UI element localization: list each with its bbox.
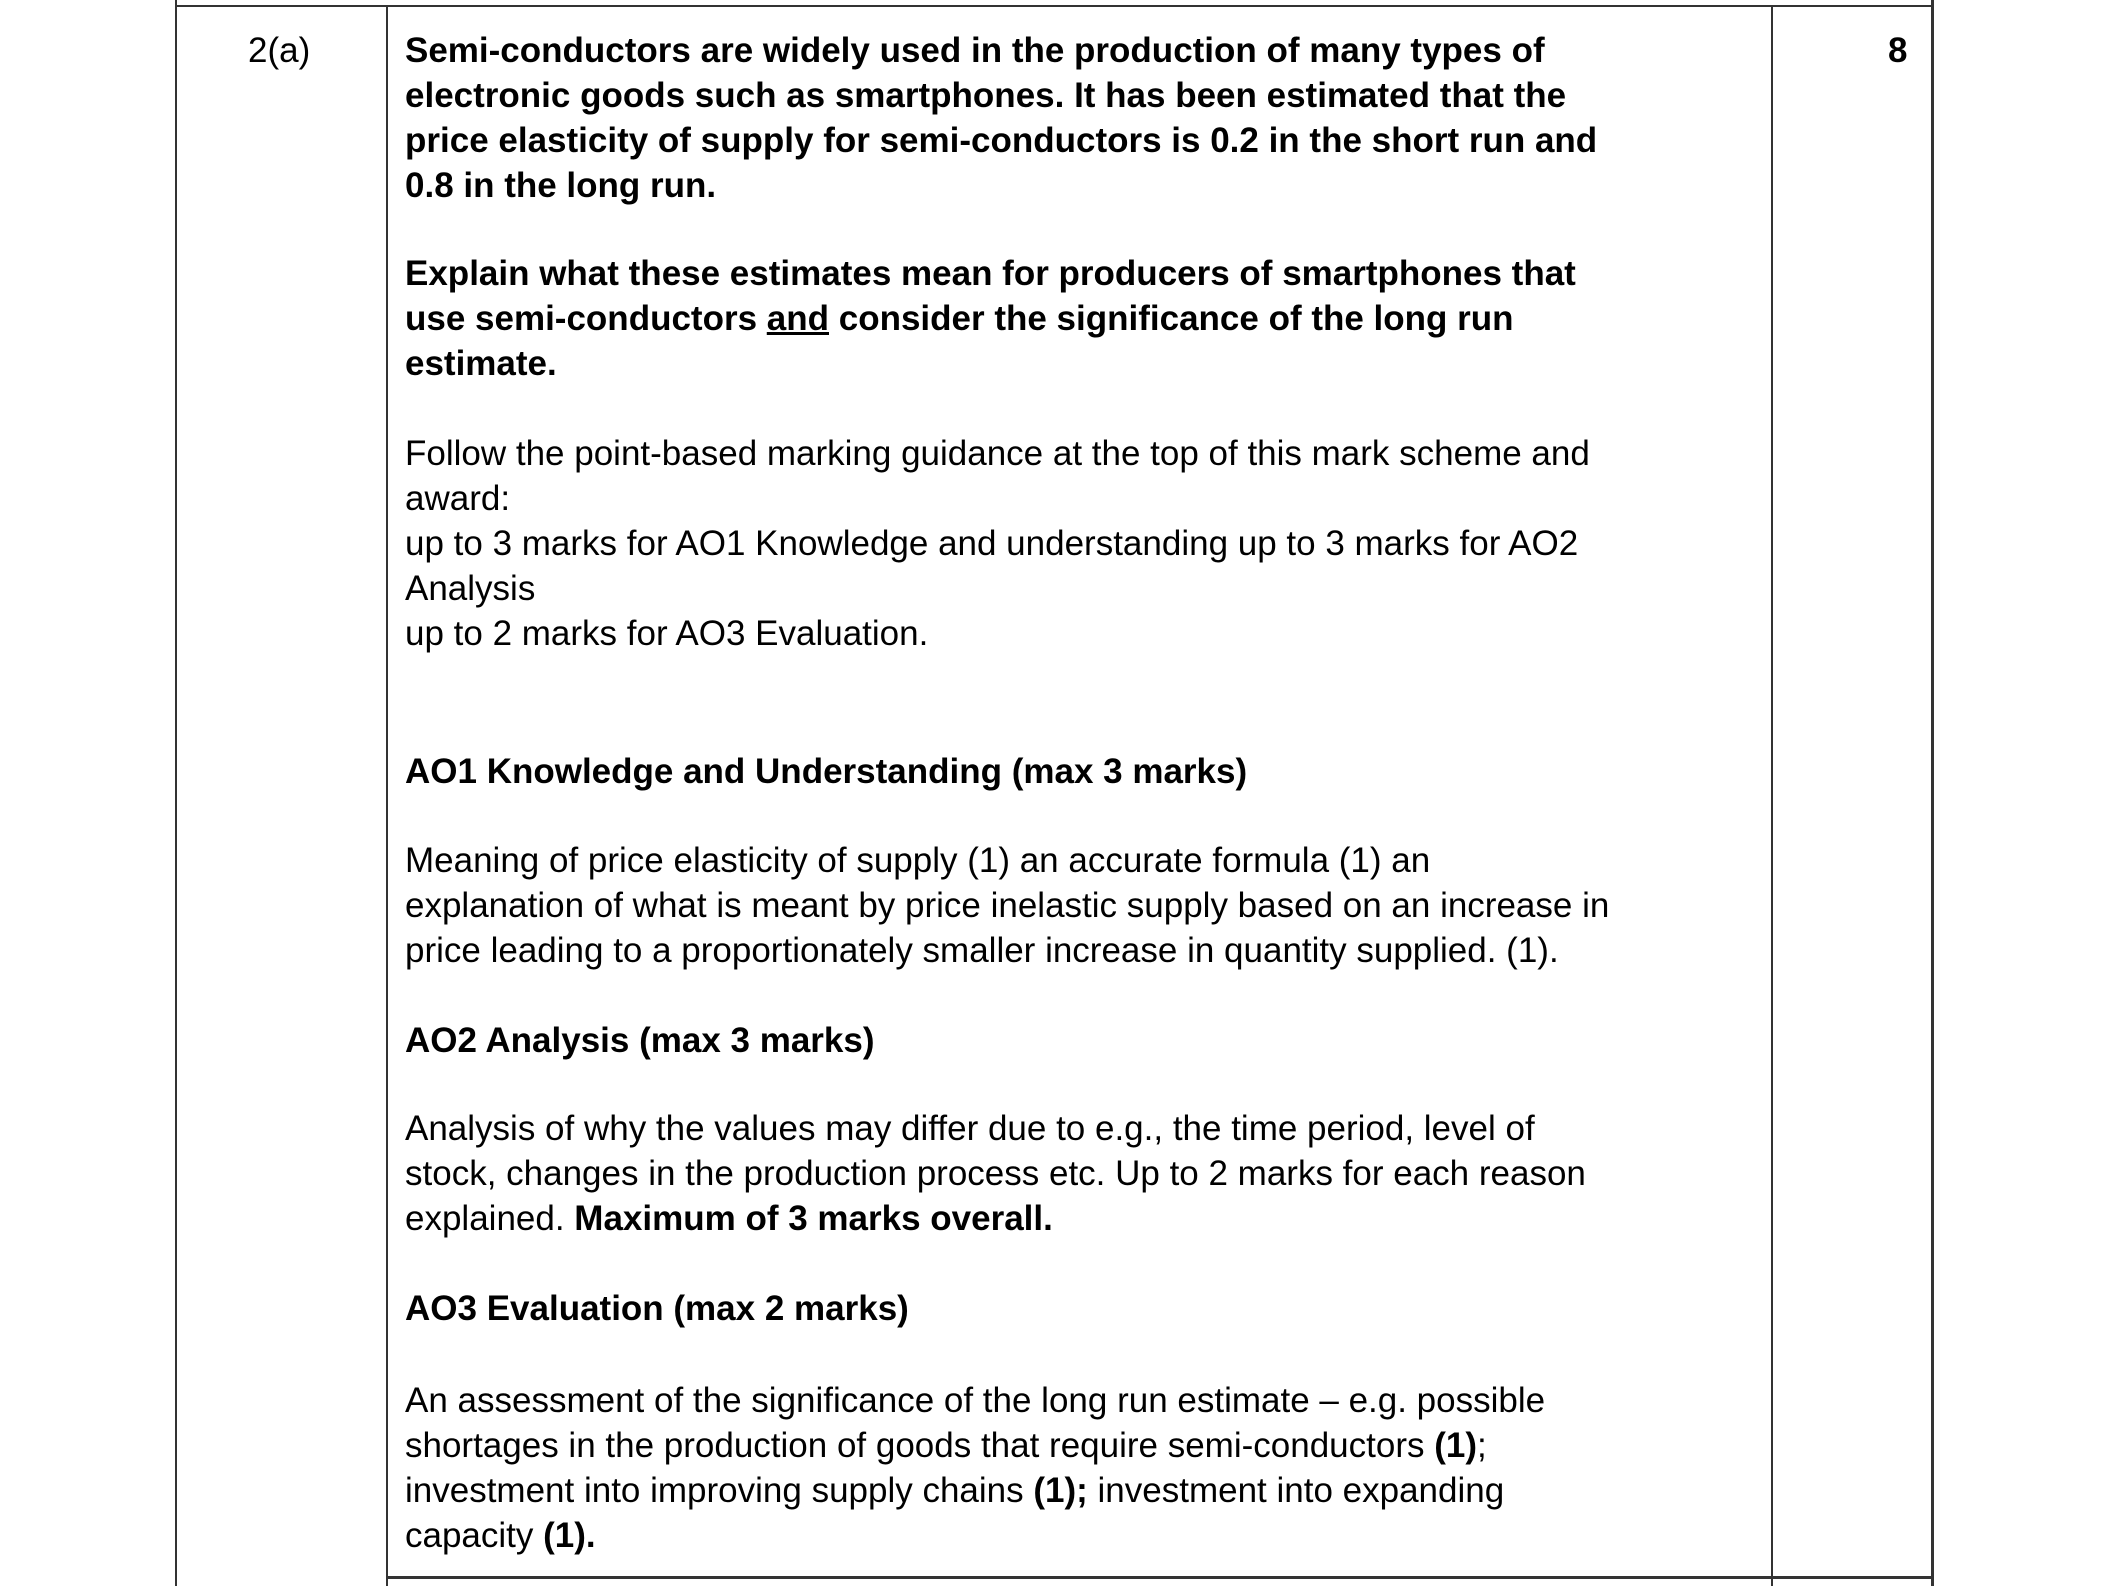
text-segment: AO1 Knowledge and Understanding (max 3 marks) [405, 752, 1248, 791]
text-line [405, 611, 1590, 656]
text-segment: electronic goods such as smartphones. It has been estimated that the [405, 76, 1567, 115]
text-line [405, 341, 1576, 386]
text-segment: Analysis [405, 569, 536, 608]
text-segment: stock, changes in the production process etc. Up to 2 marks for each reason [405, 1154, 1586, 1193]
row-bottom-border [386, 1576, 1933, 1579]
question-stem [405, 28, 1597, 208]
text-line [405, 73, 1597, 118]
table-top-border [176, 5, 1933, 7]
text-segment: award: [405, 479, 511, 518]
text-line [405, 928, 1609, 973]
text-line [405, 1018, 875, 1063]
text-line [405, 118, 1597, 163]
text-segment: (1). [543, 1516, 596, 1555]
text-segment: Semi-conductors are widely used in the production of many types of [405, 31, 1545, 70]
text-line [405, 1151, 1586, 1196]
column-divider-question [386, 5, 388, 1586]
text-segment: AO2 Analysis (max 3 marks) [405, 1021, 875, 1060]
text-segment: up to 2 marks for AO3 Evaluation. [405, 614, 929, 653]
table-right-border [1931, 0, 1934, 1586]
ao3-heading [405, 1286, 909, 1331]
text-segment: Follow the point-based marking guidance at the top of this mark scheme and [405, 434, 1590, 473]
text-segment: (1) [1434, 1426, 1477, 1465]
text-segment: estimate. [405, 344, 557, 383]
text-segment: consider the significance of the long run [829, 299, 1514, 338]
text-segment: shortages in the production of goods that require semi-conductors [405, 1426, 1435, 1465]
text-line [405, 1196, 1586, 1241]
ao1-heading [405, 749, 1247, 794]
text-line [405, 28, 1597, 73]
text-segment: Maximum of 3 marks overall. [574, 1199, 1053, 1238]
text-line [405, 1513, 1545, 1558]
ao2-heading [405, 1018, 875, 1063]
text-segment: up to 3 marks for AO1 Knowledge and understanding up to 3 marks for AO2 [405, 524, 1579, 563]
text-line [405, 566, 1590, 611]
column-divider-marks [1771, 5, 1773, 1586]
text-segment: AO3 Evaluation (max 2 marks) [405, 1289, 909, 1328]
question-task [405, 251, 1576, 386]
text-segment: ; [1476, 1426, 1487, 1465]
text-line [405, 1286, 909, 1331]
ao3-body [405, 1378, 1545, 1558]
text-segment: price leading to a proportionately smaller increase in quantity supplied. (1). [405, 931, 1559, 970]
table-left-border [175, 0, 177, 1586]
text-line [405, 521, 1590, 566]
text-line [405, 1423, 1545, 1468]
text-line [405, 1468, 1545, 1513]
text-line [405, 749, 1247, 794]
text-segment: Analysis of why the values may differ due to e.g., the time period, level of [405, 1109, 1535, 1148]
text-line [405, 163, 1597, 208]
text-line [405, 883, 1609, 928]
text-segment: (1); [1033, 1471, 1088, 1510]
ao2-body [405, 1106, 1586, 1241]
text-segment: investment into expanding [1087, 1471, 1505, 1510]
text-line [405, 1106, 1586, 1151]
text-line [405, 431, 1590, 476]
marking-guidance [405, 431, 1590, 656]
text-segment: explained. [405, 1199, 575, 1238]
ao1-body [405, 838, 1609, 973]
text-segment: capacity [405, 1516, 544, 1555]
text-segment: Meaning of price elasticity of supply (1) an accurate formula (1) an [405, 841, 1431, 880]
text-line [405, 838, 1609, 883]
marks-value: 8 [1888, 31, 1908, 70]
text-segment: 0.8 in the long run. [405, 166, 717, 205]
text-segment: Explain what these estimates mean for producers of smartphones that [405, 254, 1576, 293]
text-line [405, 251, 1576, 296]
question-number: 2(a) [248, 31, 311, 70]
text-segment: price elasticity of supply for semi-conductors is 0.2 in the short run and [405, 121, 1598, 160]
text-line [405, 476, 1590, 521]
text-segment: explanation of what is meant by price inelastic supply based on an increase in [405, 886, 1610, 925]
text-segment: investment into improving supply chains [405, 1471, 1034, 1510]
text-segment: An assessment of the significance of the long run estimate – e.g. possible [405, 1381, 1546, 1420]
text-segment: and [766, 299, 829, 338]
text-line [405, 296, 1576, 341]
text-segment: use semi-conductors [405, 299, 767, 338]
text-line [405, 1378, 1545, 1423]
